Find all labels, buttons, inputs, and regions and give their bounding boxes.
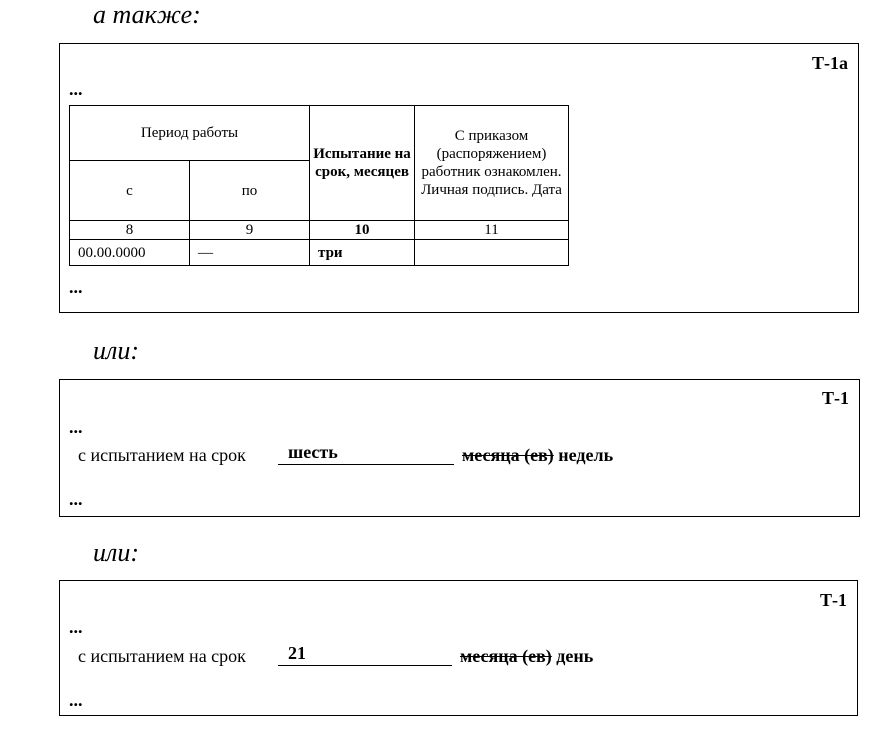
- heading-or: или:: [93, 538, 139, 567]
- ellipsis-top: ...: [69, 417, 83, 437]
- col-number: 10: [310, 221, 415, 240]
- col-number: 8: [70, 221, 190, 240]
- probation-label: с испытанием на срок: [78, 445, 246, 465]
- form-code: Т-1: [822, 388, 849, 408]
- probation-units: [462, 446, 613, 464]
- column-numbers-row: [70, 221, 569, 240]
- probation-label: с испытанием на срок: [78, 646, 246, 666]
- struck-unit: месяца (ев): [462, 445, 554, 465]
- period-table: [69, 105, 569, 266]
- cell-to: —: [190, 240, 310, 266]
- ellipsis-bottom: ...: [69, 489, 83, 509]
- form-t1a-frame: [59, 43, 859, 313]
- probation-value-field: 21: [278, 644, 452, 666]
- heading-also: а также:: [93, 0, 201, 29]
- ellipsis-top: ...: [69, 79, 83, 99]
- probation-units: [460, 647, 593, 665]
- cell-probation: три: [310, 240, 415, 266]
- header-acknowledged: С приказом (распоряжением) работник ознакомлен. Личная подпись. Дата: [415, 106, 569, 221]
- form-code: Т-1: [820, 590, 847, 610]
- cell-acknowledged: [415, 240, 569, 266]
- cell-from: 00.00.0000: [70, 240, 190, 266]
- unit: недель: [558, 445, 614, 465]
- header-to: по: [190, 161, 310, 221]
- header-period: Период работы: [70, 106, 310, 161]
- ellipsis-bottom: ...: [69, 277, 83, 297]
- col-number: 9: [190, 221, 310, 240]
- table-row: [70, 240, 569, 266]
- unit: день: [556, 646, 594, 666]
- col-number: 11: [415, 221, 569, 240]
- heading-or: или:: [93, 336, 139, 365]
- ellipsis-top: ...: [69, 617, 83, 637]
- form-code: Т-1а: [812, 53, 848, 73]
- form-t1-days-frame: [59, 580, 858, 716]
- probation-value-field: шесть: [278, 443, 454, 465]
- ellipsis-bottom: ...: [69, 690, 83, 710]
- form-t1-weeks-frame: [59, 379, 860, 517]
- header-probation: Испытание на срок, месяцев: [310, 106, 415, 221]
- header-from: с: [70, 161, 190, 221]
- struck-unit: месяца (ев): [460, 646, 552, 666]
